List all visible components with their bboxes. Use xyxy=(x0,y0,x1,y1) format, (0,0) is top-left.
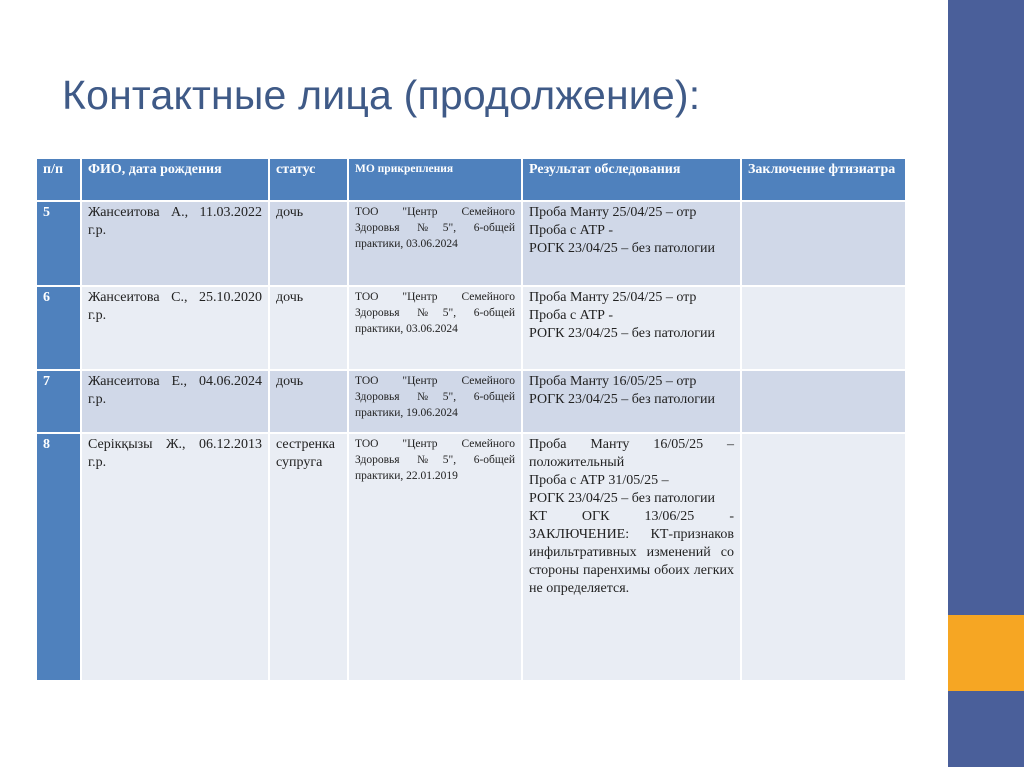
row-num: 5 xyxy=(36,201,81,286)
row-name: Жансеитова А., 11.03.2022 г.р. xyxy=(81,201,269,286)
table-header-row xyxy=(36,158,906,201)
row-result xyxy=(522,370,741,433)
contacts-table xyxy=(35,157,907,682)
table-row xyxy=(36,201,906,286)
row-name: Жансеитова С., 25.10.2020 г.р. xyxy=(81,286,269,370)
row-result xyxy=(522,201,741,286)
row-result xyxy=(522,433,741,681)
slide-title: Контактные лица (продолжение): xyxy=(62,72,701,118)
slide-sidebar xyxy=(948,0,1024,767)
row-num: 7 xyxy=(36,370,81,433)
header-result: Результат обследования xyxy=(522,158,741,201)
row-status: сестренка супруга xyxy=(269,433,348,681)
row-conclusion xyxy=(741,370,906,433)
row-status: дочь xyxy=(269,201,348,286)
result-line: РОГК 23/04/25 – без патологии xyxy=(529,326,715,341)
table-row xyxy=(36,370,906,433)
result-line: КТ ОГК 13/06/25 - ЗАКЛЮЧЕНИЕ: КТ-признаков инфильтративных изменений со стороны паренхимы обоих легких не определяется. xyxy=(529,509,734,596)
header-name: ФИО, дата рождения xyxy=(81,158,269,201)
row-mo: ТОО "Центр Семейного Здоровья №5", 6-общей практики, 03.06.2024 xyxy=(348,286,522,370)
sidebar-accent xyxy=(948,615,1024,691)
row-mo: ТОО "Центр Семейного Здоровья №5", 6-общей практики, 19.06.2024 xyxy=(348,370,522,433)
row-status: дочь xyxy=(269,370,348,433)
row-mo: ТОО "Центр Семейного Здоровья №5", 6-общей практики, 22.01.2019 xyxy=(348,433,522,681)
row-name: Серікқызы Ж., 06.12.2013 г.р. xyxy=(81,433,269,681)
header-num: п/п xyxy=(36,158,81,201)
result-line: Проба Манту 16/05/25 – отр xyxy=(529,374,697,389)
row-name: Жансеитова Е., 04.06.2024 г.р. xyxy=(81,370,269,433)
row-num: 6 xyxy=(36,286,81,370)
result-line: РОГК 23/04/25 – без патологии xyxy=(529,241,715,256)
result-line: Проба Манту 25/04/25 – отр xyxy=(529,205,697,220)
result-line: Проба с АТР - xyxy=(529,223,614,238)
table-row xyxy=(36,433,906,681)
row-num: 8 xyxy=(36,433,81,681)
result-line: РОГК 23/04/25 – без патологии xyxy=(529,491,715,506)
row-result xyxy=(522,286,741,370)
result-line: Проба Манту 16/05/25 – положительный xyxy=(529,437,734,470)
table-row xyxy=(36,286,906,370)
row-conclusion xyxy=(741,201,906,286)
row-conclusion xyxy=(741,286,906,370)
result-line: Проба Манту 25/04/25 – отр xyxy=(529,290,697,305)
header-status: статус xyxy=(269,158,348,201)
result-line: Проба с АТР - xyxy=(529,308,614,323)
row-mo: ТОО "Центр Семейного Здоровья №5", 6-общей практики, 03.06.2024 xyxy=(348,201,522,286)
header-conclusion: Заключение фтизиатра xyxy=(741,158,906,201)
row-conclusion xyxy=(741,433,906,681)
row-status: дочь xyxy=(269,286,348,370)
result-line: Проба с АТР 31/05/25 – xyxy=(529,473,669,488)
header-mo: МО прикрепления xyxy=(348,158,522,201)
result-line: РОГК 23/04/25 – без патологии xyxy=(529,392,715,407)
